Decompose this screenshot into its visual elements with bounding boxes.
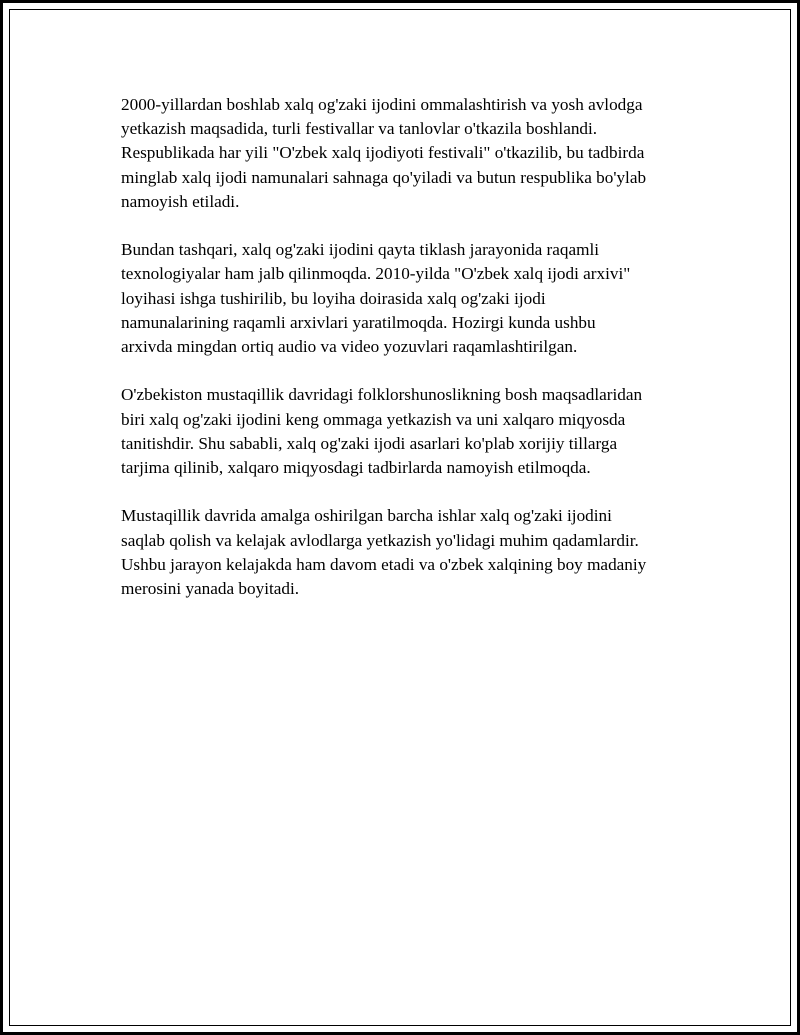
paragraph-4: Mustaqillik davrida amalga oshirilgan barcha ishlar xalq og'zaki ijodini saqlab qolish va kelajak avlodlarga yetkazish yo'lidagi muhim qadamlardir. Ushbu jarayon kelajakda ham davom etadi va o'zbek xalqining boy madaniy merosini yanada boyitadi.	[121, 506, 647, 599]
paragraph-2: Bundan tashqari, xalq og'zaki ijodini qayta tiklash jarayonida raqamli texnologiyalar ham jalb qilinmoqda. 2010-yilda "O'zbek xalq ijodi arxivi" loyihasi ishga tushirilib, bu loyiha doirasida xalq og'zaki ijodi namunalarining raqamli arxivlari yaratilmoqda. Hozirgi kunda ushbu arxivda mingdan ortiq audio va video yozuvlari raqamlashtirilgan.	[121, 240, 631, 357]
document-body	[121, 93, 696, 625]
paragraph-1: 2000-yillardan boshlab xalq og'zaki ijodini ommalashtirish va yosh avlodga yetkazish maqsadida, turli festivallar va tanlovlar o'tkazila boshlandi. Respublikada har yili "O'zbek xalq ijodiyoti festivali" o'tkazilib, bu tadbirda minglab xalq ijodi namunalari sahnaga qo'yiladi va butun respublika bo'ylab namoyish etiladi.	[121, 95, 647, 211]
paragraph-3: O'zbekiston mustaqillik davridagi folklorshunoslikning bosh maqsadlaridan biri xalq og'zaki ijodini keng ommaga yetkazish va uni xalqaro miqyosda tanitishdir. Shu sababli, xalq og'zaki ijodi asarlari ko'plab xorijiy tillarga tarjima qilinib, xalqaro miqyosdagi tadbirlarda namoyish etilmoqda.	[121, 385, 643, 478]
